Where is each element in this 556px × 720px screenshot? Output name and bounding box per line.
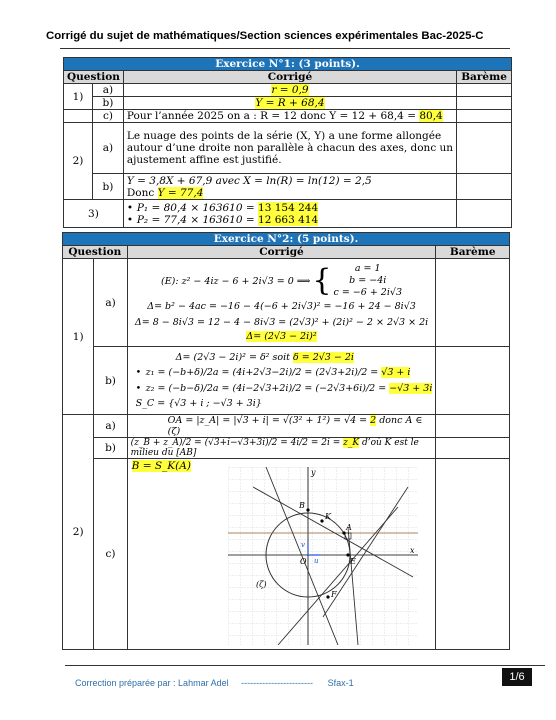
q1b-answer-text: Y = R + 68,4: [255, 97, 325, 109]
e2-q1a-sys-b: b = −4i: [349, 275, 387, 286]
q2a-bareme: [457, 123, 512, 174]
q1b-label: b): [93, 97, 124, 110]
col-bareme-2: Barème: [436, 246, 510, 259]
footer-place: Sfax-1: [327, 678, 354, 688]
e2-q1b-z2: z₂ = (−b−δ)/2a = (4i−2√3+2i)/2 = (−2√3+6i)/2 =: [145, 382, 390, 394]
e2-q2c-bareme: [436, 459, 510, 650]
col-question-2: Question: [63, 246, 128, 259]
q2b-line-2: Donc: [126, 186, 158, 199]
e2-q1a-delta: Δ= b² − 4ac = −16 − 4(−6 + 2i√3)² = −16 + 24 − 8i√3: [147, 301, 416, 312]
col-question: Question: [64, 71, 124, 84]
e2-q2b-answer: [127, 438, 436, 459]
label-E: E: [349, 557, 356, 566]
e2-q2-label: 2): [63, 415, 94, 650]
e2-q2a-end: donc A ∈ (ζ): [167, 415, 423, 437]
q1c-answer-text: 80,4: [419, 110, 443, 122]
exercise-2-header: Exercice N°2: (5 points).: [63, 233, 510, 246]
q2a-line-1: Le nuage des points de la série (X, Y) a une forme allongée: [126, 130, 442, 142]
label-u: u: [313, 557, 319, 565]
q1a-label: a): [93, 84, 124, 97]
label-v: v: [300, 541, 305, 549]
q1a-bareme: [457, 84, 512, 97]
exercise-1-header: Exercice N°1: (3 points).: [64, 58, 512, 71]
footer-prepared: Correction préparée par : Lahmar Adel: [75, 678, 229, 688]
q2b-bareme: [457, 174, 512, 200]
label-zeta: (ζ): [255, 580, 267, 589]
q1a-answer: [123, 84, 456, 97]
q3-answer: • P₁ = 80,4 × 163610 = 13 154 244 • P₂ = 77,4 × 163610 = 12 663 414: [123, 200, 456, 228]
e2-q1b-z1: z₁ = (−b+δ)/2a = (4i+2√3−2i)/2 = (2√3+2i)/2 =: [145, 366, 382, 378]
label-K: K: [324, 512, 331, 521]
e2-q2a-label: a): [94, 415, 127, 438]
e2-q1-label: 1): [63, 259, 94, 415]
col-corrige: Corrigé: [123, 71, 456, 84]
q1c-empty: [64, 110, 93, 123]
label-B: B: [298, 501, 305, 510]
e2-q2b-label: b): [94, 438, 127, 459]
q2b-answer-text: Y = 77,4: [157, 186, 204, 199]
e2-q2c-label: c): [94, 459, 127, 650]
e2-q1b-sc: S_C = {√3 + i ; −√3 + 3i}: [135, 397, 262, 409]
q2b-label: b): [93, 174, 124, 200]
e2-q2b-end: d’où K est le milieu du [AB]: [130, 438, 419, 458]
e2-q2b-bareme: [436, 438, 510, 459]
q2a-label: a): [93, 123, 124, 174]
e2-q1a-label: a): [94, 259, 127, 347]
q1a-answer-text: r = 0,9: [271, 84, 309, 96]
footer-dashes: ------------------------: [241, 678, 314, 688]
label-y: y: [310, 468, 316, 477]
e2-q2a-text: OA = |z_A| = |√3 + i| = √(3² + 1²) = √4 =: [167, 415, 371, 426]
title-underline: [60, 48, 510, 49]
label-x: x: [409, 546, 415, 555]
exercise-1-table: [63, 57, 512, 228]
page-title: Corrigé du sujet de mathématiques/Section sciences expérimentales Bac-2025-C: [46, 30, 484, 42]
footer-rule: [65, 665, 545, 666]
q2a-answer: [123, 123, 456, 174]
e2-q1b-label: b): [94, 347, 127, 415]
geometry-figure: [228, 467, 418, 645]
label-O: O: [299, 557, 307, 566]
grid: [228, 467, 418, 645]
page-number: 1/6: [502, 668, 532, 686]
e2-q2a-answer: [127, 415, 436, 438]
e2-q1a-delta2: Δ= 8 − 8i√3 = 12 − 4 − 8i√3 = (2√3)² + (2i)² − 2 × 2√3 × 2i: [134, 317, 429, 328]
footer: [75, 678, 354, 688]
label-A: A: [345, 523, 352, 532]
e2-q1a-bareme: [436, 259, 510, 347]
point-F: [326, 595, 329, 598]
q2b-answer: [123, 174, 456, 200]
q2b-line-1: Y = 3,8X + 67,9 avec X = ln(R) = ln(12) = 2,5: [126, 174, 372, 187]
q1c-bareme: [457, 110, 512, 123]
e2-q1a-sys-a: a = 1: [354, 263, 381, 274]
point-K: [320, 519, 323, 522]
e2-q2b-answer-text: z_K: [343, 438, 360, 448]
q1b-answer: [123, 97, 456, 110]
q1c-text: Pour l’année 2025 on a : R = 12 donc Y = 12 + 68,4 =: [126, 110, 420, 122]
e2-q2c-answer-text: B = S_K(A): [131, 460, 191, 472]
q3-label: 3): [64, 200, 124, 228]
label-F: F: [330, 590, 337, 599]
e2-q1b-delta-answer: δ = 2√3 − 2i: [292, 351, 354, 363]
col-corrige-2: Corrigé: [127, 246, 436, 259]
exercise-2-table: [62, 232, 510, 650]
e2-q1a-answer: (E): z² − 4iz − 6 + 2i√3 = 0 ⟹ { a = 1 b = −4i c = −6 + 2i√3 Δ= b² − 4ac = −16 − 4(−6 + 2i√3)² = −16 + 24 − 8i√3 Δ= 8 − 8i√3 = 12 − 4 − 8i√3 = (2√3)² + (2i)² − 2 × 2√3 × 2i Δ= (2√3 − 2i)²: [127, 259, 436, 347]
q3-bareme: [457, 200, 512, 228]
q1-label: 1): [64, 84, 93, 110]
e2-q1b-answer: Δ= (2√3 − 2i)² = δ² soit δ = 2√3 − 2i • z₁ = (−b+δ)/2a = (4i+2√3−2i)/2 = (2√3+2i)/2 = √3 + i • z₂ = (−b−δ)/2a = (4i−2√3+2i)/2 = (−2√3+6i)/2 = −√3 + 3i S_C = {√3 + i ; −√3 + 3i}: [127, 347, 436, 415]
q1c-label: c): [93, 110, 124, 123]
e2-q1b-z2-answer: −√3 + 3i: [389, 382, 433, 394]
q3-p2: P₂ = 77,4 × 163610 =: [136, 213, 259, 226]
e2-q2b-text: (z_B + z_A)/2 = (√3+i−√3+3i)/2 = 4i/2 = 2i =: [130, 438, 344, 448]
e2-q2c-answer: [127, 459, 436, 650]
e2-q2a-answer-text: 2: [370, 415, 377, 426]
q3-p2-answer: 12 663 414: [258, 213, 319, 226]
e2-q1a-eq: (E): z² − 4iz − 6 + 2i√3 = 0 ⟹: [161, 275, 311, 287]
q1c-answer: [123, 110, 456, 123]
e2-q1b-bareme: [436, 347, 510, 415]
e2-q1b-z1-answer: √3 + i: [381, 366, 411, 378]
col-bareme: Barème: [457, 71, 512, 84]
point-B: [306, 508, 309, 511]
q3-p1-answer: 13 154 244: [258, 201, 319, 214]
q1b-bareme: [457, 97, 512, 110]
e2-q1b-line1: Δ= (2√3 − 2i)² = δ² soit: [175, 351, 293, 363]
q2-label: 2): [64, 123, 93, 200]
e2-q2a-bareme: [436, 415, 510, 438]
e2-q1a-sys-c: c = −6 + 2i√3: [333, 287, 402, 298]
q2a-line-3: ajustement affine est justifié.: [126, 154, 282, 166]
e2-q1a-answer-text: Δ= (2√3 − 2i)²: [246, 331, 317, 342]
q2a-line-2: autour d’une droite non parallèle à chacun des axes, donc un: [126, 142, 454, 154]
q3-p1: P₁ = 80,4 × 163610 =: [136, 201, 259, 214]
